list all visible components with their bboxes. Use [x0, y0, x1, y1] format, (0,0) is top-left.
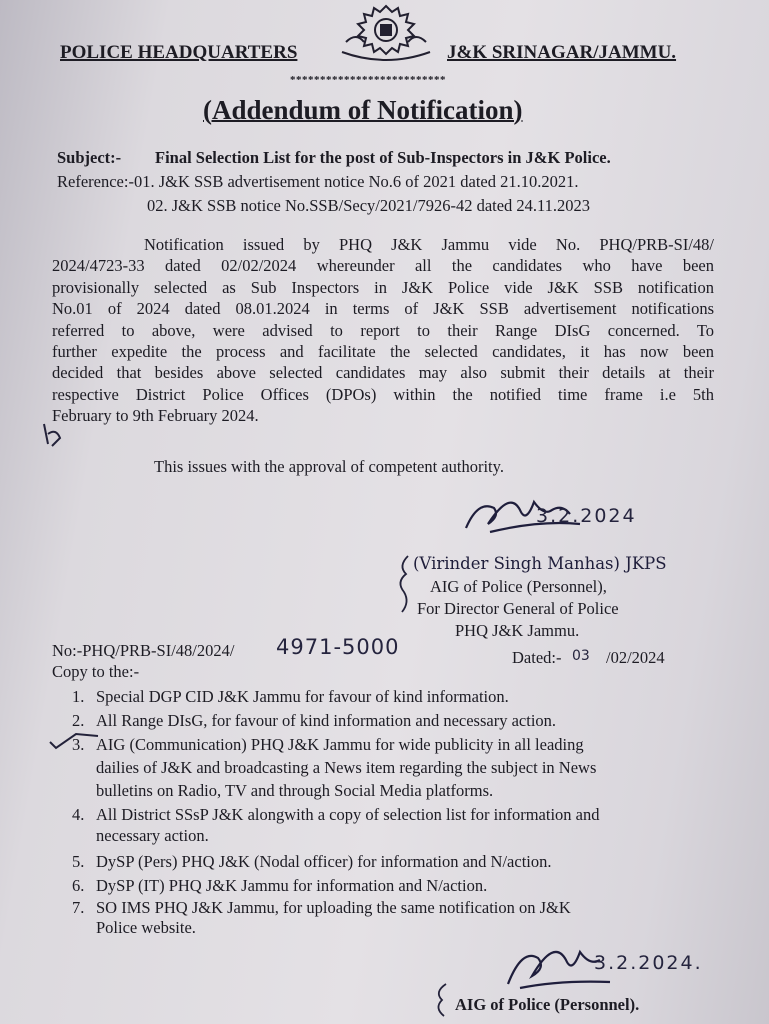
reference-number-handwritten: 4971-5000	[276, 635, 400, 659]
subject-text: Final Selection List for the post of Sub-Inspectors in J&K Police.	[155, 148, 611, 167]
copy-item-text: All District SSsP J&K alongwith a copy of selection list for information and	[96, 805, 600, 824]
signatory-for-line: For Director General of Police	[417, 599, 619, 618]
reference-number-printed: No:-PHQ/PRB-SI/48/2024/	[52, 641, 235, 660]
signature-date: 3.2.2024	[536, 505, 637, 527]
dated-label: Dated:-	[512, 648, 562, 667]
copy-item-text: All Range DIsG, for favour of kind information and necessary action.	[96, 711, 557, 730]
jk-police-emblem-icon	[336, 2, 436, 64]
signature-flourish	[394, 552, 414, 622]
paragraph-line: Notification issued by PHQ J&K Jammu vide No. PHQ/PRB-SI/48/	[144, 235, 714, 254]
copy-to-heading: Copy to the:-	[52, 662, 140, 681]
subject-label: Subject:-	[57, 148, 122, 167]
paragraph-line: further expedite the process and facilitate the selected candidates, it has now been	[52, 342, 714, 362]
copy-item-number: 3.	[72, 735, 85, 754]
copy-item-text: Police website.	[96, 918, 196, 937]
paragraph-line: February to 9th February 2024.	[52, 406, 259, 426]
margin-tick-mark	[40, 420, 66, 450]
copy-item-number: 2.	[72, 711, 85, 730]
copy-item-text: DySP (Pers) PHQ J&K (Nodal officer) for information and N/action.	[96, 852, 552, 871]
copy-item-number: 1.	[72, 687, 85, 706]
copy-item-text: AIG (Communication) PHQ J&K Jammu for wide publicity in all leading	[96, 735, 584, 754]
paragraph-line: decided that besides above selected candidates may also submit their details at their	[52, 363, 714, 383]
approval-line: This issues with the approval of competent authority.	[154, 457, 504, 476]
dated-day: 03	[572, 648, 590, 664]
copy-item-text: necessary action.	[96, 826, 209, 845]
signatory-office: PHQ J&K Jammu.	[455, 621, 580, 640]
signatory-designation: AIG of Police (Personnel),	[430, 577, 607, 596]
copy-item-text: SO IMS PHQ J&K Jammu, for uploading the same notification on J&K	[96, 898, 571, 917]
dated-rest: /02/2024	[606, 648, 665, 667]
paragraph-line: 2024/4723-33 dated 02/02/2024 whereunder all the candidates who have been	[52, 256, 714, 276]
copy-item-text: DySP (IT) PHQ J&K Jammu for information and N/action.	[96, 876, 488, 895]
footer-signature-date: 3.2.2024.	[594, 952, 703, 974]
copy-item-number: 7.	[72, 898, 85, 917]
paragraph-line: referred to above, were advised to report to their Range DIsG concerned. To	[52, 320, 714, 340]
reference-line-2: 02. J&K SSB notice No.SSB/Secy/2021/7926-42 dated 24.11.2023	[147, 196, 591, 215]
notification-paragraph	[52, 234, 714, 427]
footer-designation: AIG of Police (Personnel).	[455, 995, 640, 1014]
copy-item-number: 5.	[72, 852, 85, 871]
copy-item-text: bulletins on Radio, TV and through Social Media platforms.	[96, 781, 494, 800]
header-right: J&K SRINAGAR/JAMMU.	[447, 42, 677, 63]
paragraph-line: No.01 of 2024 dated 08.01.2024 in terms of J&K SSB advertisement notifications	[52, 299, 714, 319]
page-title: (Addendum of Notification)	[203, 95, 523, 125]
copy-item-number: 4.	[72, 805, 85, 824]
header-left: POLICE HEADQUARTERS	[60, 42, 298, 63]
copy-item-text: Special DGP CID J&K Jammu for favour of kind information.	[96, 687, 509, 706]
footer-signature-flourish	[430, 980, 452, 1020]
handwritten-check-mark	[46, 728, 102, 750]
paragraph-line: respective District Police Offices (DPOs) within the notified time frame i.e 5th	[52, 384, 714, 404]
copy-item-number: 6.	[72, 876, 85, 895]
copy-item-text: dailies of J&K and broadcasting a News item regarding the subject in News	[96, 758, 597, 777]
paragraph-line: provisionally selected as Sub Inspectors in J&K Police vide J&K SSB notification	[52, 277, 714, 297]
reference-line-1: Reference:-01. J&K SSB advertisement notice No.6 of 2021 dated 21.10.2021.	[57, 172, 579, 191]
header-stars: **************************	[290, 74, 446, 86]
signatory-name: (Virinder Singh Manhas) JKPS	[413, 554, 667, 573]
